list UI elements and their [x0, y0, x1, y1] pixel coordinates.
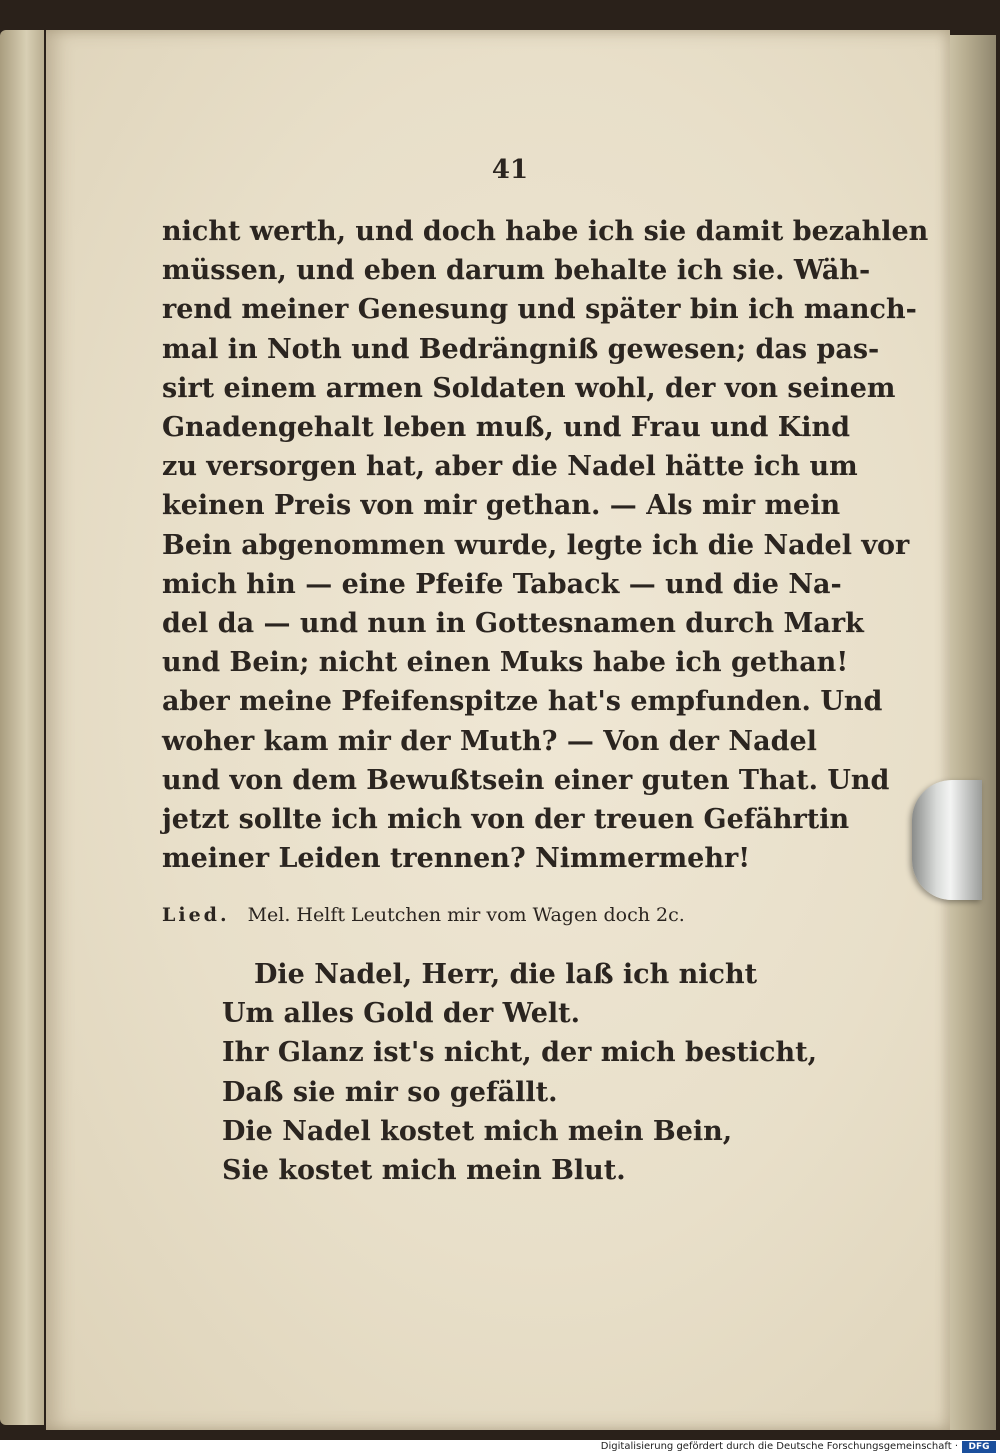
body-line: Gnadengehalt leben muß, und Frau und Kind	[162, 412, 850, 444]
body-line: jetzt sollte ich mich von der treuen Gefährtin	[162, 804, 850, 836]
body-line: woher kam mir der Muth? — Von der Nadel	[162, 725, 817, 757]
body-line: und von dem Bewußtsein einer guten That. Und	[162, 764, 890, 796]
body-line: sirt einem armen Soldaten wohl, der von seinem	[162, 372, 896, 404]
body-line: Bein abgenommen wurde, legte ich die Nadel vor	[162, 529, 910, 561]
body-line: müssen, und eben darum behalte ich sie. Wäh-	[162, 255, 871, 287]
verse-line: Ihr Glanz ist's nicht, der mich besticht,	[222, 1037, 817, 1069]
body-line: rend meiner Genesung und später bin ich manch-	[162, 294, 917, 326]
body-line: mich hin — eine Pfeife Taback — und die Na-	[162, 568, 842, 600]
body-line: keinen Preis von mir gethan. — Als mir mein	[162, 490, 841, 522]
song-label: Lied.	[162, 904, 230, 926]
song-melody: Mel. Helft Leutchen mir vom Wagen doch 2c.	[247, 904, 685, 926]
left-page-edge	[0, 30, 44, 1425]
song-heading	[162, 904, 812, 926]
verse-line: Die Nadel, Herr, die laß ich nicht	[254, 959, 758, 990]
footer-bar	[0, 1440, 1000, 1454]
verse-line: Um alles Gold der Welt.	[222, 998, 581, 1030]
footer-credit: Digitalisierung gefördert durch die Deutsche Forschungsgemeinschaft ·	[600, 1441, 958, 1452]
page-number: 41	[491, 155, 529, 185]
verse-line: Daß sie mir so gefällt.	[222, 1076, 558, 1108]
body-line: nicht werth, und doch habe ich sie damit bezahlen	[162, 216, 929, 247]
verse	[222, 955, 817, 1190]
verse-line: Die Nadel kostet mich mein Bein,	[222, 1115, 733, 1147]
body-line: zu versorgen hat, aber die Nadel hätte ich um	[162, 451, 858, 483]
body-line: und Bein; nicht einen Muks habe ich gethan!	[162, 647, 849, 679]
body-text	[162, 212, 929, 878]
body-line: meiner Leiden trennen? Nimmermehr!	[162, 843, 751, 875]
right-book-edge	[946, 35, 996, 1430]
body-line: del da — und nun in Gottesnamen durch Mark	[162, 608, 864, 640]
body-line: mal in Noth und Bedrängniß gewesen; das pas-	[162, 333, 880, 365]
body-line: aber meine Pfeifenspitze hat's empfunden. Und	[162, 686, 883, 718]
page-clip	[912, 780, 982, 900]
verse-line: Sie kostet mich mein Blut.	[222, 1155, 626, 1187]
dfg-logo-icon: DFG	[962, 1441, 996, 1453]
